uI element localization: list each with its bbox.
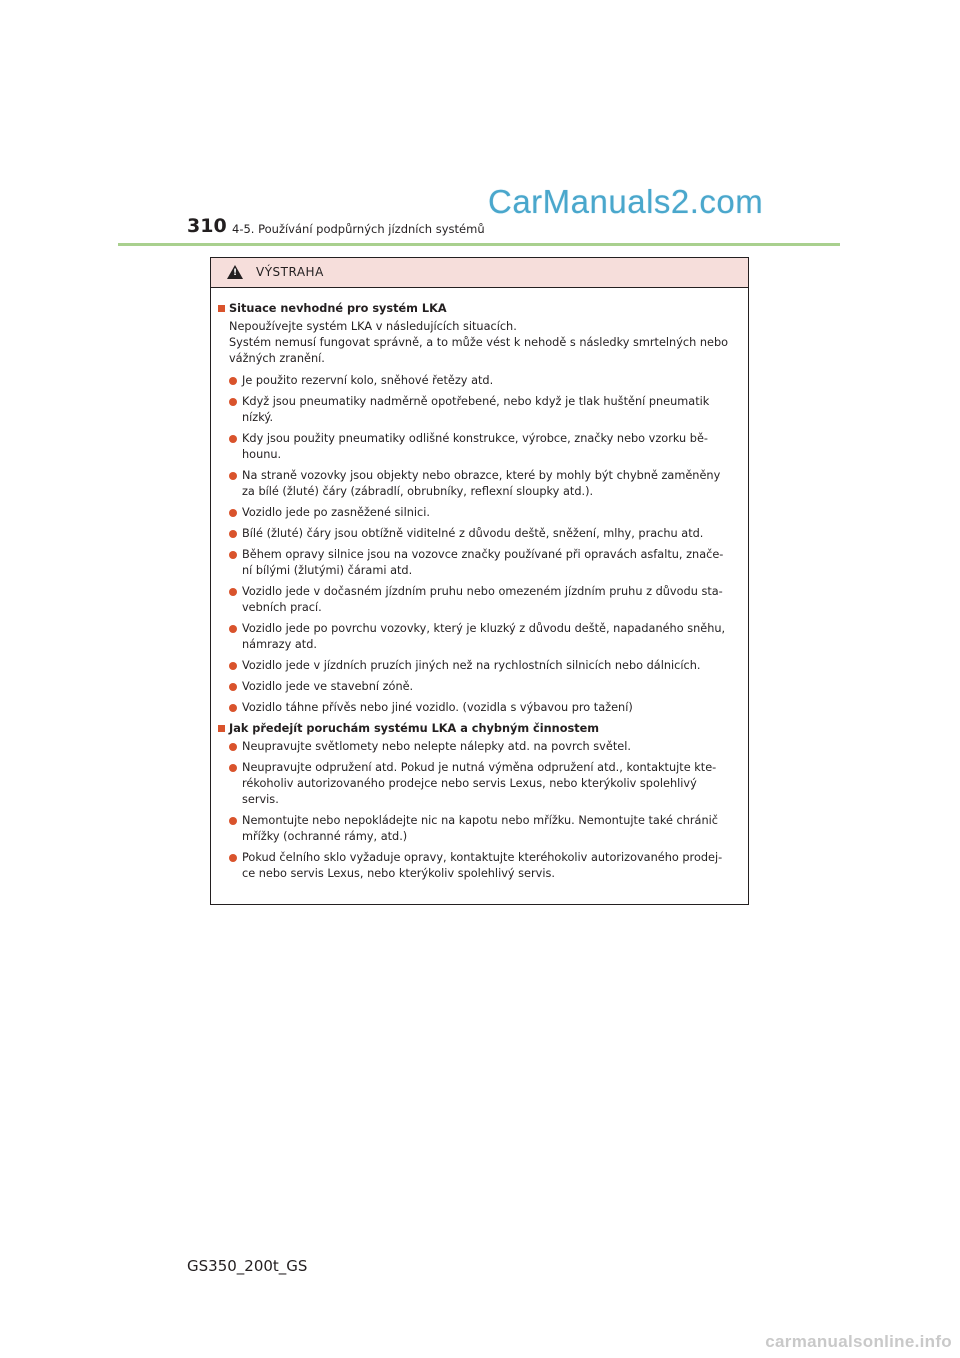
warning-triangle-icon: ! (227, 265, 243, 279)
list-item-line: Na straně vozovky jsou objekty nebo obrazce, které by mohly být chybně zaměněny (242, 469, 721, 482)
list-item-line: za bílé (žluté) čáry (zábradlí, obrubníky, reflexní sloupky atd.). (242, 485, 594, 498)
round-bullet-icon (229, 683, 237, 691)
list-item-line: Bílé (žluté) čáry jsou obtížně viditelné z důvodu deště, sněžení, mlhy, prachu atd. (242, 527, 704, 540)
round-bullet-icon (229, 435, 237, 443)
situations-list (217, 373, 742, 716)
list-item-line: servis. (242, 793, 279, 806)
heading-text: Situace nevhodné pro systém LKA (229, 302, 447, 315)
list-item (217, 505, 742, 521)
section-heading-lka-situations (217, 301, 742, 317)
intro-paragraph (217, 319, 742, 367)
list-item (217, 850, 742, 882)
list-item-line: Vozidlo jede ve stavební zóně. (242, 680, 414, 693)
round-bullet-icon (229, 509, 237, 517)
intro-line: Nepoužívejte systém LKA v následujících situacích. (229, 320, 517, 333)
round-bullet-icon (229, 662, 237, 670)
header-rule (118, 243, 840, 246)
list-item (217, 813, 742, 845)
round-bullet-icon (229, 854, 237, 862)
list-item (217, 547, 742, 579)
list-item-line: Neupravujte odpružení atd. Pokud je nutná výměna odpružení atd., kontaktujte kte- (242, 761, 717, 774)
round-bullet-icon (229, 588, 237, 596)
list-item-line: Vozidlo táhne přívěs nebo jiné vozidlo. (vozidla s výbavou pro tažení) (242, 701, 633, 714)
list-item-line: Vozidlo jede po zasněžené silnici. (242, 506, 430, 519)
list-item-line: vebních prací. (242, 601, 322, 614)
list-item-line: Pokud čelního sklo vyžaduje opravy, kontaktujte kteréhokoliv autorizovaného prodej- (242, 851, 723, 864)
section-heading-prevent-malfunctions (217, 721, 742, 737)
round-bullet-icon (229, 764, 237, 772)
list-item-line: nízký. (242, 411, 274, 424)
list-item (217, 700, 742, 716)
list-item-line: Vozidlo jede v dočasném jízdním pruhu nebo omezeném jízdním pruhu z důvodu sta- (242, 585, 723, 598)
round-bullet-icon (229, 551, 237, 559)
list-item-line: Nemontujte nebo nepokládejte nic na kapotu nebo mřížku. Nemontujte také chránič (242, 814, 718, 827)
watermark-logo-bottom: carmanualsonline.info (765, 1332, 952, 1351)
square-bullet-icon (218, 725, 225, 732)
warning-title: VÝSTRAHA (256, 265, 324, 279)
round-bullet-icon (229, 704, 237, 712)
list-item (217, 679, 742, 695)
round-bullet-icon (229, 377, 237, 385)
list-item (217, 526, 742, 542)
list-item (217, 739, 742, 755)
list-item-line: námrazy atd. (242, 638, 317, 651)
square-bullet-icon (218, 305, 225, 312)
warning-header (211, 258, 748, 288)
round-bullet-icon (229, 817, 237, 825)
list-item-line: Neupravujte světlomety nebo nelepte nálepky atd. na povrch světel. (242, 740, 631, 753)
heading-text: Jak předejít poruchám systému LKA a chybným činnostem (229, 722, 600, 735)
footer-model-code: GS350_200t_GS (187, 1257, 308, 1275)
prevention-list (217, 739, 742, 882)
list-item (217, 468, 742, 500)
list-item (217, 760, 742, 808)
round-bullet-icon (229, 530, 237, 538)
list-item (217, 621, 742, 653)
list-item-line: mřížky (ochranné rámy, atd.) (242, 830, 408, 843)
round-bullet-icon (229, 472, 237, 480)
intro-line: vážných zranění. (229, 352, 325, 365)
warning-box (210, 257, 749, 905)
page-number: 310 (187, 215, 227, 237)
list-item-line: Kdy jsou použity pneumatiky odlišné konstrukce, výrobce, značky nebo vzorku bě- (242, 432, 709, 445)
list-item-line: Vozidlo jede v jízdních pruzích jiných než na rychlostních silnicích nebo dálnicích. (242, 659, 701, 672)
list-item-line: hounu. (242, 448, 282, 461)
list-item-line: ce nebo servis Lexus, nebo kterýkoliv spolehlivý servis. (242, 867, 555, 880)
round-bullet-icon (229, 398, 237, 406)
list-item-line: rékoholiv autorizovaného prodejce nebo servis Lexus, nebo kterýkoliv spolehlivý (242, 777, 697, 790)
round-bullet-icon (229, 743, 237, 751)
warning-body (211, 288, 748, 882)
intro-line: Systém nemusí fungovat správně, a to může vést k nehodě s následky smrtelných nebo (229, 336, 729, 349)
list-item-line: Když jsou pneumatiky nadměrně opotřebené, nebo když je tlak huštění pneumatik (242, 395, 710, 408)
list-item-line: Vozidlo jede po povrchu vozovky, který je kluzký z důvodu deště, napadaného sněhu, (242, 622, 726, 635)
list-item (217, 431, 742, 463)
list-item-line: ní bílými (žlutými) čárami atd. (242, 564, 413, 577)
list-item (217, 584, 742, 616)
round-bullet-icon (229, 625, 237, 633)
list-item (217, 658, 742, 674)
list-item-line: Během opravy silnice jsou na vozovce značky používané při opravách asfaltu, znače- (242, 548, 724, 561)
list-item-line: Je použito rezervní kolo, sněhové řetězy atd. (242, 374, 494, 387)
list-item (217, 373, 742, 389)
list-item (217, 394, 742, 426)
watermark-logo-top: CarManuals2.com (488, 183, 764, 220)
section-title: 4-5. Používání podpůrných jízdních systémů (232, 222, 485, 236)
